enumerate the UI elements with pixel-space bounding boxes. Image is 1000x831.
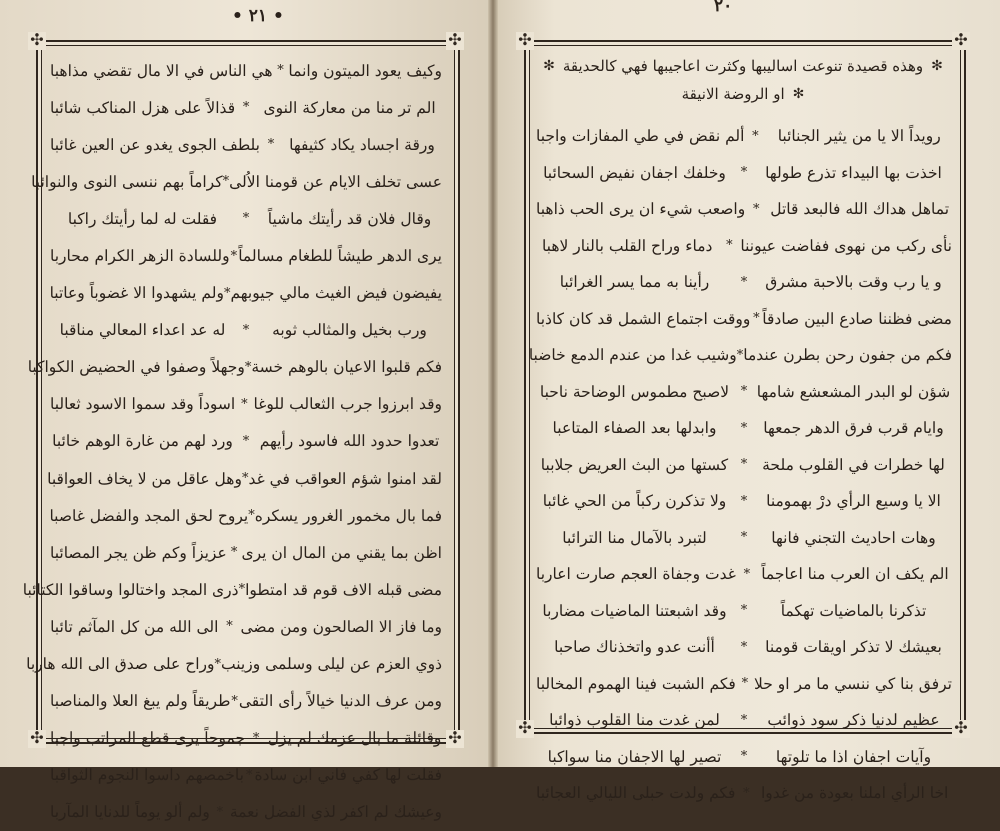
- verse-separator-icon: *: [223, 285, 231, 301]
- verse-separator-icon: *: [743, 785, 750, 801]
- verse-separator-icon: *: [740, 165, 748, 181]
- verse-second-hemistich: واصعب شيء ان يرى الحب ذاهبا: [536, 200, 746, 219]
- verse-second-hemistich: باخمصهم داسوا النجوم الثواقبا: [50, 766, 244, 785]
- verse-separator-icon: *: [244, 359, 252, 375]
- verse-second-hemistich: ألم نقض في طي المفازات واجبا: [536, 127, 745, 146]
- corner-ornament: ✣: [952, 720, 970, 738]
- verse-second-hemistich: وللسادة الزهر الكرام محاربا: [50, 247, 230, 266]
- verse-separator-icon: *: [741, 676, 749, 692]
- verse-line: [536, 447, 952, 484]
- verse-line: [50, 200, 442, 237]
- verse-second-hemistich: هي الناس في الا مال تقضي مذاهبا: [50, 61, 273, 80]
- verse-line: [27, 349, 442, 386]
- corner-ornament: ✣: [446, 730, 464, 748]
- verse-second-hemistich: رأينا به مما يسر الغرائبا: [559, 273, 710, 292]
- verse-line: [50, 608, 442, 645]
- verse-first-hemistich: وهات احاديث التجني فانها: [771, 528, 936, 547]
- verse-line: [536, 739, 952, 776]
- verse-second-hemistich: يروح لحق المجد والفضل غاصبا: [49, 506, 249, 525]
- verse-separator-icon: *: [740, 712, 748, 728]
- verse-second-hemistich: قذالاً على هزل المناكب شائبا: [50, 98, 236, 117]
- verse-first-hemistich: وكيف يعود الميتون وانما: [288, 61, 442, 80]
- verse-first-hemistich: اظن بما يقني من المال ان يرى: [241, 543, 442, 562]
- verse-separator-icon: *: [267, 137, 275, 153]
- verse-separator-icon: *: [222, 174, 230, 190]
- verse-separator-icon: *: [753, 311, 760, 327]
- corner-ornament: ✣: [28, 730, 46, 748]
- verse-line: [50, 237, 442, 274]
- verse-line: [22, 571, 442, 608]
- verse-second-hemistich: بلطف الجوى يغدو عن العين غائبا: [50, 135, 260, 154]
- verse-second-hemistich: له عد اعداء المعالي مناقبا: [59, 321, 226, 340]
- verse-separator-icon: *: [241, 396, 248, 412]
- verse-first-hemistich: ورقة اجساد يكاد كثيفها: [289, 135, 435, 154]
- verse-separator-icon: *: [740, 457, 748, 473]
- verse-second-hemistich: تصير لها الاجفان منا سواكبا: [547, 747, 722, 766]
- verse-first-hemistich: عسى تخلف الايام عن قومنا الاُلى: [229, 172, 442, 191]
- verse-line: [50, 534, 442, 571]
- verse-line: [47, 460, 442, 497]
- corner-ornament: ✣: [446, 32, 464, 50]
- left-page: [0, 0, 492, 822]
- verse-first-hemistich: مضى فظننا صادع البين صادقاً: [762, 309, 952, 328]
- verse-separator-icon: *: [230, 545, 238, 561]
- verse-first-hemistich: ومن عرف الدنيا خيالاً رأى التقى: [238, 692, 442, 711]
- verse-first-hemistich: و يا رب وقت بالاحبة مشرق: [765, 273, 942, 292]
- verse-separator-icon: *: [752, 201, 760, 217]
- verse-first-hemistich: ورب بخيل والمثالب ثوبه: [272, 321, 427, 340]
- intro-text: وهذه قصيدة تنوعت اساليبها وكثرت اعاجيبها فهي كالحديقة: [562, 57, 924, 75]
- verse-line: [536, 593, 952, 630]
- verse-separator-icon: *: [231, 693, 238, 709]
- verse-second-hemistich: فكم الشبت فينا الهموم المخالبا: [536, 674, 736, 693]
- verse-first-hemistich: وآيات اجفان اذا ما تلوتها: [775, 747, 932, 766]
- book-gutter: [488, 0, 498, 767]
- verse-first-hemistich: فكم قلبوا الاعيان بالوهم خسة: [251, 358, 442, 377]
- verse-separator-icon: *: [242, 211, 250, 227]
- flower-ornament: ✻: [543, 58, 555, 74]
- verse-second-hemistich: غدت وجفاة العجم صارت اعاربا: [536, 565, 736, 584]
- verse-second-hemistich: وهل عاقل من لا يخاف العواقبا: [47, 469, 242, 488]
- verse-second-hemistich: وراح على صدق الى الله هاربا: [26, 655, 215, 674]
- verse-line: [536, 228, 952, 265]
- verse-separator-icon: *: [238, 582, 246, 598]
- verse-line: [536, 666, 952, 703]
- verse-separator-icon: *: [740, 493, 748, 509]
- verse-second-hemistich: فقلت له لما رأيتك راكبا: [67, 209, 218, 228]
- verse-separator-icon: *: [230, 248, 238, 264]
- verse-separator-icon: *: [245, 767, 253, 783]
- verse-separator-icon: *: [736, 347, 744, 363]
- verse-line: [50, 275, 442, 312]
- verse-first-hemistich: اخذت بها البيداء تذرع طولها: [765, 163, 942, 182]
- verse-first-hemistich: وقائلة ما بال عزمك لم يزل: [267, 729, 442, 748]
- verse-second-hemistich: وخلفك اجفان نفيض السحائبا: [543, 163, 726, 182]
- verse-first-hemistich: يرى الدهر طيشاً للطغام مسالماً: [238, 247, 442, 266]
- verse-first-hemistich: عظيم لدنيا ذكر سود ذوائب: [767, 711, 940, 730]
- verse-line: [536, 629, 952, 666]
- flower-ornament: ✻: [931, 58, 943, 74]
- verse-first-hemistich: فما بال مخمور الغرور يسكره: [254, 506, 442, 525]
- verse-separator-icon: *: [277, 63, 284, 79]
- verse-separator-icon: *: [242, 322, 250, 338]
- verse-line: [536, 410, 952, 447]
- verse-separator-icon: *: [242, 433, 250, 449]
- verse-first-hemistich: فكم من جفون رحن بطرن عندما: [743, 346, 952, 365]
- verse-first-hemistich: الم يكف ان العرب منا اعاجماً: [761, 565, 949, 584]
- verse-second-hemistich: جموحاً يرى قطع المراتب واجبا: [50, 729, 246, 748]
- verse-line: [536, 556, 952, 593]
- verse-line: [536, 520, 952, 557]
- intro-subtitle: او الروضة الانيقة: [681, 85, 785, 103]
- verse-first-hemistich: مضى قبله الاف قوم قد امتطوا: [245, 580, 442, 599]
- verse-second-hemistich: ووقت اجتماع الشمل قد كان كاذبا: [536, 309, 751, 328]
- verse-first-hemistich: وقد ابرزوا جرب الثعالب للوغا: [253, 395, 442, 414]
- verse-second-hemistich: اسوداً وقد سموا الاسود ثعالبا: [50, 395, 236, 414]
- verse-second-hemistich: كراماً بهم ننسى النوى والنوائبا: [31, 172, 223, 191]
- verse-line: [50, 720, 442, 757]
- verse-first-hemistich: يفيضون فيض الغيث مالي جيوبهم: [230, 284, 442, 303]
- verse-line: [536, 264, 952, 301]
- verse-first-hemistich: الم تر منا من معاركة النوى: [263, 98, 436, 117]
- verse-first-hemistich: اخا الرأي املنا بعودة من غدوا: [761, 784, 949, 803]
- verse-second-hemistich: كستها من البث العريض جلاببا: [540, 455, 729, 474]
- verse-line: [536, 191, 952, 228]
- verse-first-hemistich: نأى ركب من نهوى ففاضت عيوننا: [740, 236, 952, 255]
- verse-separator-icon: *: [226, 619, 233, 635]
- verse-second-hemistich: طريقاً ولم يبغ العلا والمناصبا: [50, 692, 231, 711]
- corner-ornament: ✣: [28, 32, 46, 50]
- verse-second-hemistich: فكم ولدت حبلى الليالي العجائبا: [536, 784, 736, 803]
- verse-separator-icon: *: [252, 730, 260, 746]
- verse-first-hemistich: تذكرنا بالماضيات تهكماً: [780, 601, 927, 620]
- verse-first-hemistich: ذوي العزم عن ليلى وسلمى وزينب: [221, 655, 442, 674]
- verse-line: [50, 683, 442, 720]
- verse-separator-icon: *: [740, 530, 748, 546]
- verse-line: [536, 301, 952, 338]
- verse-line: [50, 386, 442, 423]
- verse-line: [50, 52, 442, 89]
- verse-line: [536, 702, 952, 739]
- verse-first-hemistich: تعدوا حدود الله فاسود رأيهم: [259, 432, 440, 451]
- verse-second-hemistich: أأنت عدو واتخذناك صاحبا: [554, 638, 715, 657]
- verse-first-hemistich: وقال فلان قد رأيتك ماشياً: [267, 209, 432, 228]
- verse-separator-icon: *: [740, 274, 748, 290]
- verse-line: [50, 89, 442, 126]
- verse-separator-icon: *: [248, 508, 255, 524]
- verse-first-hemistich: وعيشك لم اكفر لذي الفضل نعمة: [229, 803, 442, 822]
- verse-first-hemistich: الا يا وسيع الرأي درْ بهمومنا: [766, 492, 941, 511]
- verse-second-hemistich: ذرى المجد واختالوا وساقوا الكتائبا: [22, 580, 239, 599]
- verse-separator-icon: *: [743, 566, 751, 582]
- verse-first-hemistich: شؤن لو البدر المشعشع شامها: [756, 382, 951, 401]
- verse-line: [536, 155, 952, 192]
- verse-line: [31, 163, 442, 200]
- verse-line: [536, 374, 952, 411]
- verse-first-hemistich: رويداً الا يا من يثير الجنائبا: [777, 127, 941, 146]
- flower-ornament: ✻: [792, 86, 805, 102]
- verse-separator-icon: *: [740, 384, 748, 400]
- poem-verses: [528, 118, 952, 812]
- page-number: ٢٠: [714, 0, 733, 16]
- verse-line: [50, 794, 442, 831]
- verse-separator-icon: *: [216, 804, 224, 820]
- right-page: [494, 0, 1000, 803]
- verse-first-hemistich: لقد امنوا شؤم العواقب في غد: [248, 469, 442, 488]
- verse-second-hemistich: وقد اشبعتنا الماضيات مضاربا: [542, 601, 727, 620]
- verse-separator-icon: *: [740, 603, 748, 619]
- verse-line: [50, 312, 442, 349]
- verse-second-hemistich: لتبرد بالآمال منا الترائبا: [562, 528, 707, 547]
- verse-first-hemistich: لها خطرات في القلوب ملحة: [762, 455, 945, 474]
- verse-line: [50, 126, 442, 163]
- verse-second-hemistich: الى الله من كل المآثم تائبا: [50, 617, 219, 636]
- verse-line: [536, 775, 952, 812]
- poem-introduction: [540, 52, 946, 108]
- verse-line: [536, 483, 952, 520]
- verse-line: [50, 497, 442, 534]
- verse-separator-icon: *: [740, 749, 748, 765]
- verse-second-hemistich: لمن غدت منا القلوب ذوائبا: [549, 711, 720, 730]
- verse-separator-icon: *: [214, 656, 222, 672]
- verse-first-hemistich: ترفق بنا كي ننسي ما مر او حلا: [754, 674, 952, 693]
- corner-ornament: ✣: [516, 32, 534, 50]
- verse-separator-icon: *: [726, 238, 733, 254]
- verse-second-hemistich: عزيزاً وكم ظن يجر المصائبا: [50, 543, 227, 562]
- verse-second-hemistich: وشيب غدا من عندم الدمع خاضبا: [528, 346, 737, 365]
- verse-separator-icon: *: [241, 471, 249, 487]
- verse-line: [50, 423, 442, 460]
- verse-separator-icon: *: [740, 420, 748, 436]
- verse-first-hemistich: وما فاز الا الصالحون ومن مضى: [240, 617, 442, 636]
- corner-ornament: ✣: [952, 32, 970, 50]
- verse-second-hemistich: ولم يشهدوا الا غضوباً وعاتبا: [49, 284, 224, 303]
- verse-line: [536, 118, 952, 155]
- verse-second-hemistich: دماء وراح القلب بالنار لاهبا: [541, 236, 713, 255]
- verse-separator-icon: *: [752, 128, 759, 144]
- poem-verses: [22, 52, 442, 831]
- verse-second-hemistich: ورد لهم من غارة الوهم خائبا: [52, 432, 233, 451]
- page-number: • ٢١ •: [232, 6, 284, 26]
- verse-second-hemistich: ولم ألو يوماً للدنايا المآربا: [50, 803, 210, 822]
- verse-second-hemistich: وابدلها بعد الصفاء المتاعبا: [552, 419, 717, 438]
- verse-first-hemistich: فقلت لها كفي فاني ابن سادة: [254, 766, 442, 785]
- verse-second-hemistich: ولا تذكرن ركباً من الحي غائبا: [542, 492, 727, 511]
- verse-second-hemistich: لاصبح مطموس الوضاحة ناحبا: [539, 382, 730, 401]
- verse-first-hemistich: تماهل هداك الله فالبعد قاتل: [770, 200, 950, 219]
- verse-separator-icon: *: [242, 100, 250, 116]
- verse-second-hemistich: وجهلاً وصفوا في الحضيض الكواكبا: [27, 358, 245, 377]
- verse-first-hemistich: بعيشك لا تذكر اويقات قومنا: [765, 638, 942, 657]
- verse-line: [50, 757, 442, 794]
- verse-separator-icon: *: [740, 639, 748, 655]
- corner-ornament: ✣: [516, 720, 534, 738]
- verse-first-hemistich: وايام قرب فرق الدهر جمعها: [763, 419, 944, 438]
- verse-line: [26, 646, 442, 683]
- verse-line: [528, 337, 952, 374]
